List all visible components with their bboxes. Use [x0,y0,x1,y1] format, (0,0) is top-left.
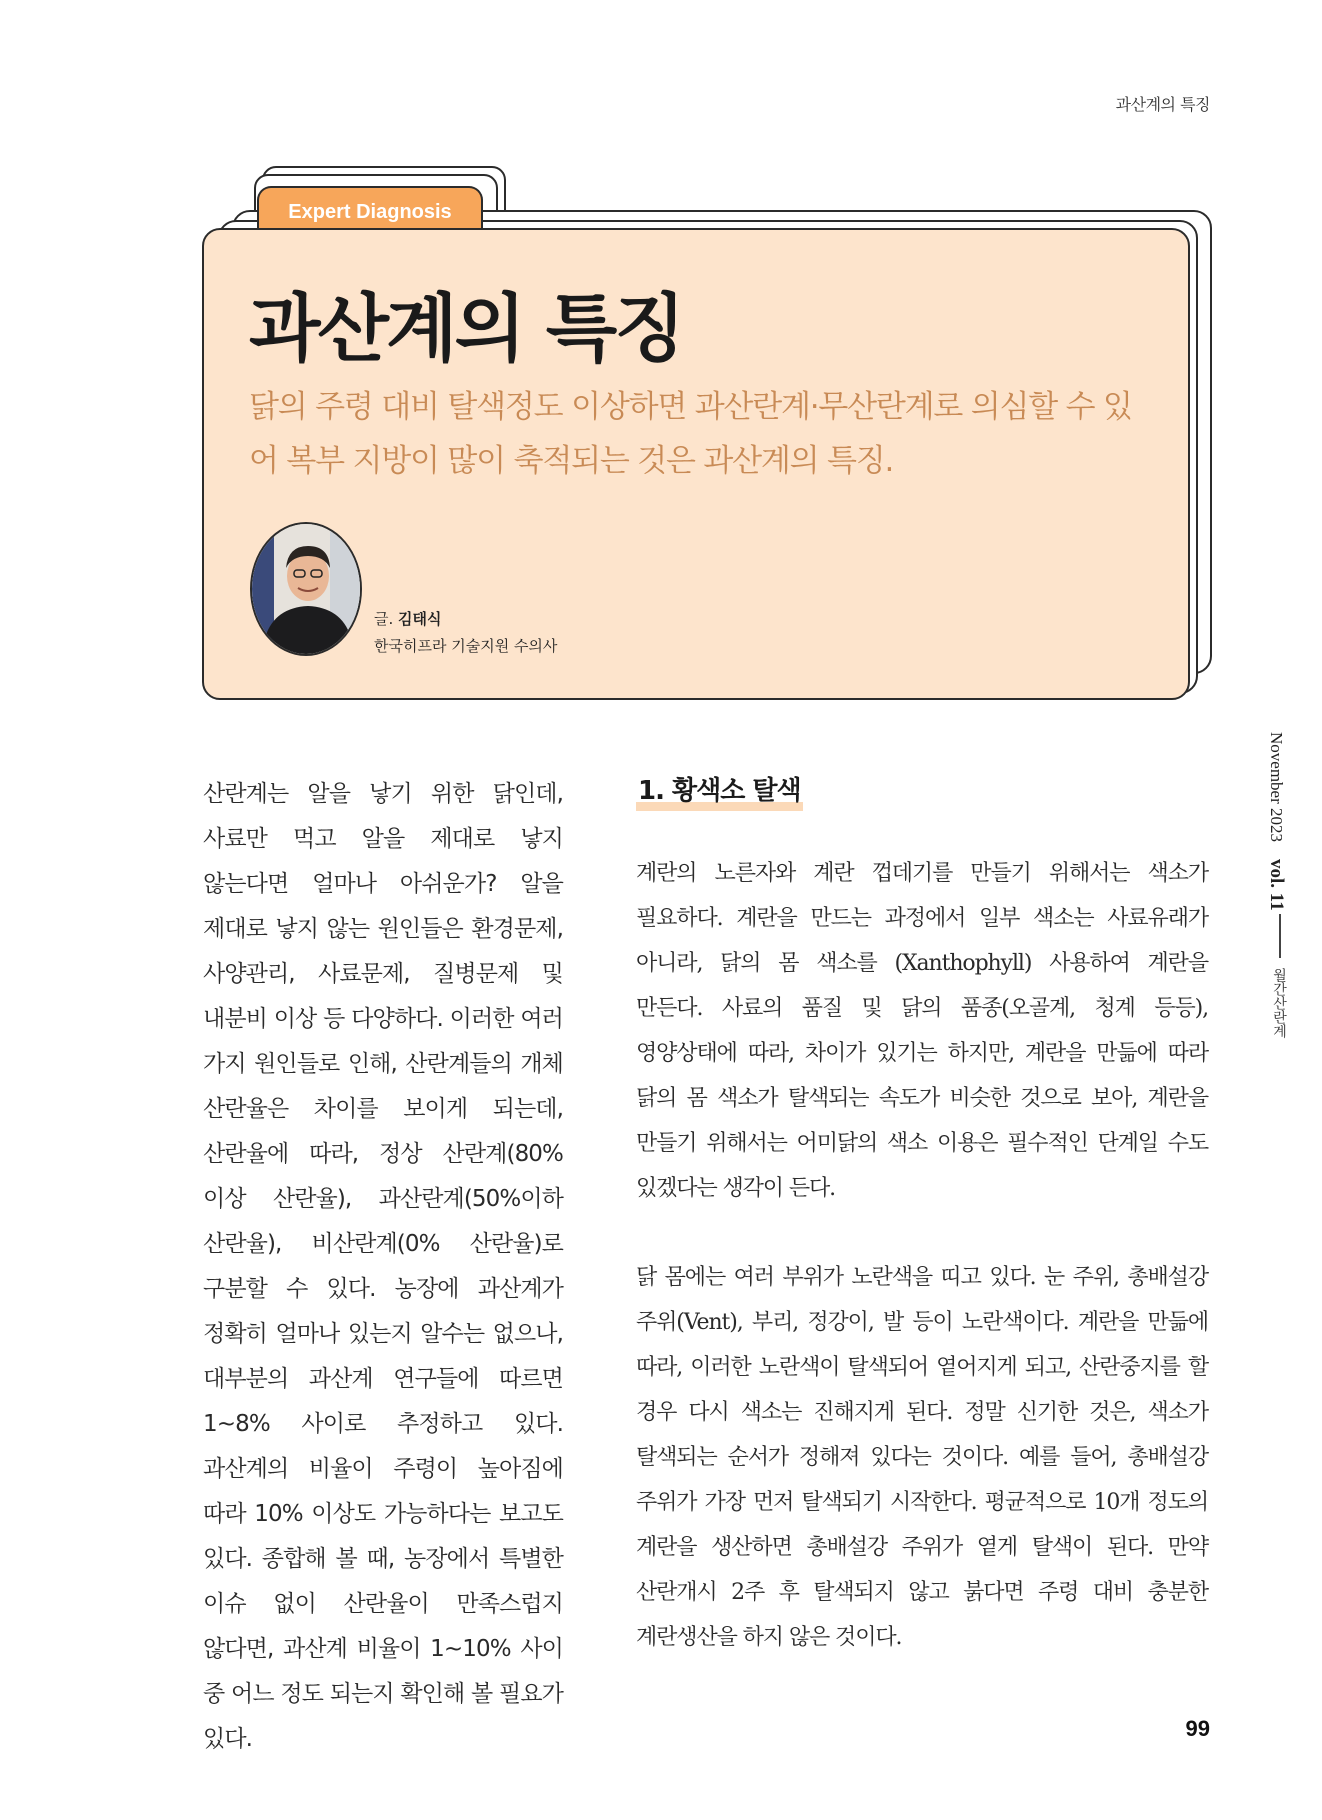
page-number: 99 [1185,1716,1210,1741]
author-prefix: 글. [374,610,394,628]
paragraph-bleaching-order: 닭 몸에는 여러 부위가 노란색을 띠고 있다. 눈 주위, 총배설강 주위(Vent), 부리, 정강이, 발 등이 노란색이다. 계란을 만듦에 따라, 이러한 노란색이 탈색되어 옅어지게 되고, 산란중지를 할 경우 다시 색소는 진해지게 된다. 정말 신기한 것은, 색소가 탈색되는 순서가 정해져 있다는 것이다. 예를 들어, 총배설강 주위가 가장 먼저 탈색되기 시작한다. 평균적으로 10개 정도의 계란을 생산하면 총배설강 주위가 옅게 탈색이 된다. 만약 산란개시 2주 후 탈색되지 않고 붉다면 주령 대비 충분한 계란생산을 하지 않은 것이다. [636,1265,1208,1650]
issue-date: November 2023 [1267,732,1286,843]
side-issue-label [1265,732,1295,1038]
left-column-text: 산란계는 알을 낳기 위한 닭인데, 사료만 먹고 알을 제대로 낳지 않는다면 얼마나 아쉬운가? 알을 제대로 낳지 않는 원인들은 환경문제, 사양관리, 사료문제, 질병문제 및 내분비 이상 등 다양하다. 이러한 여러 가지 원인들로 인해, 산란계들의 개체 산란율은 차이를 보이게 되는데, 산란율에 따라, 정상 산란계(80% 이상 산란율), 과산란계(50%이하 산란율), 비산란계(0% 산란율)로 구분할 수 있다. 농장에 과산계가 정확히 얼마나 있는지 알수는 없으나, 대부분의 과산계 연구들에 따르면 1~8% 사이로 추정하고 있다. 과산계의 비율이 주령이 높아짐에 따라 10% 이상도 가능하다는 보고도 있다. 종합해 볼 때, 농장에서 특별한 이슈 없이 산란율이 만족스럽지 않다면, 과산계 비율이 1~10% 사이 중 어느 정도 되는지 확인해 볼 필요가 있다. [203,781,563,1752]
author-name: 김태식 [398,610,442,628]
issue-volume: vol. 11 [1266,859,1287,911]
side-divider [1279,914,1281,958]
article-title-card [202,166,1212,696]
author-portrait-icon [252,524,360,654]
author-byline [374,606,557,660]
article-title: 과산계의 특징 [249,286,683,372]
paragraph-pigment-use: 계란의 노른자와 계란 껍데기를 만들기 위해서는 색소가 필요하다. 계란을 만드는 과정에서 일부 색소는 사료유래가 아니라, 닭의 몸 색소를 (Xanthophyll) 사용하여 계란을 만든다. 사료의 품질 및 닭의 품종(오골계, 청계 등등), 영양상태에 따라, 차이가 있기는 하지만, 계란을 만듦에 따라 닭의 몸 색소가 탈색되는 속도가 비슷한 것으로 보아, 계란을 만들기 위해서는 어미닭의 색소 이용은 필수적인 단계일 수도 있겠다는 생각이 든다. [636,861,1208,1201]
section-heading: 1. 황색소 탈색 [636,771,803,811]
expert-diagnosis-tab: Expert Diagnosis [257,186,483,236]
folder-sheet-front [202,228,1190,700]
author-affiliation: 한국히프라 기술지원 수의사 [374,637,558,655]
running-header: 과산계의 특징 [1115,95,1210,114]
right-column [636,770,1208,1704]
article-subtitle: 닭의 주령 대비 탈색정도 이상하면 과산란계·무산란계로 의심할 수 있어 복부 지방이 많이 축적되는 것은 과산계의 특징. [249,389,1132,479]
author-photo [250,522,362,656]
publication-name: 월간산란계 [1271,968,1287,1038]
